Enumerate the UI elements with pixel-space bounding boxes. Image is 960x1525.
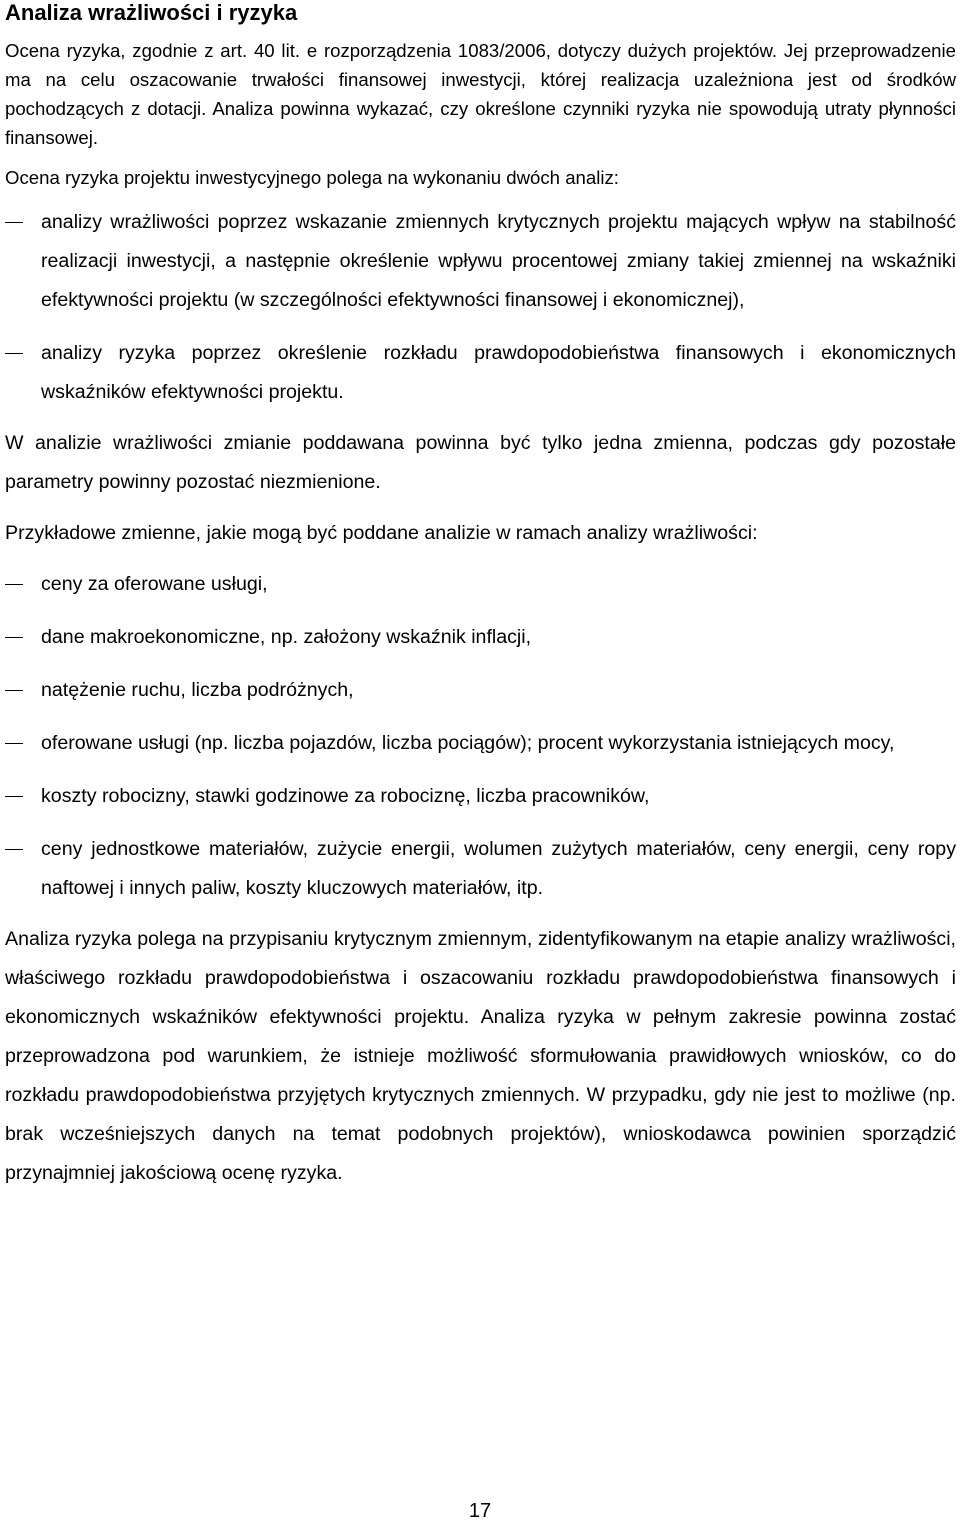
list-item-text: natężenie ruchu, liczba podróżnych, [41,679,354,701]
list-item-text: koszty robocizny, stawki godzinowe za robociznę, liczba pracowników, [41,785,650,807]
dash-bullet-icon [5,743,23,744]
dash-bullet-icon [5,690,23,691]
variables-list [5,565,956,908]
list-item [5,830,956,908]
dash-bullet-icon [5,637,23,638]
analyses-list [5,203,956,412]
section-title: Analiza wrażliwości i ryzyka [5,0,298,25]
dash-bullet-icon [5,796,23,797]
variables-intro-paragraph: Przykładowe zmienne, jakie mogą być poddane analizie w ramach analizy wrażliwości: [5,522,758,544]
list-item [5,777,956,816]
dash-bullet-icon [5,849,23,850]
list-item [5,334,956,412]
list-item-text: dane makroekonomiczne, np. założony wskaźnik inflacji, [41,626,532,648]
list-item-text: analizy ryzyka poprzez określenie rozkładu prawdopodobieństwa finansowych i ekonomicznych wskaźników efektywności projektu. [41,342,956,403]
list-item-text: ceny jednostkowe materiałów, zużycie energii, wolumen zużytych materiałów, ceny energii, ceny ropy naftowej i innych paliw, koszty kluczowych materiałów, itp. [41,838,956,899]
list-item-text: analizy wrażliwości poprzez wskazanie zmiennych krytycznych projektu mających wpływ na stabilność realizacji inwestycji, a następnie określenie wpływu procentowej zmiany takiej zmiennej na wskaźniki efektywności projektu (w szczególności efektywności finansowej i ekonomicznej), [41,211,956,311]
document-page [5,0,956,1193]
list-item [5,565,956,604]
list-item [5,618,956,657]
list-item-text: ceny za oferowane usługi, [41,573,268,595]
list-item-text: oferowane usługi (np. liczba pojazdów, liczba pociągów); procent wykorzystania istniejących mocy, [41,732,895,754]
list-item [5,671,956,710]
page-number: 17 [468,1500,492,1522]
list-item [5,724,956,763]
dash-bullet-icon [5,584,23,585]
analyses-intro-paragraph: Ocena ryzyka projektu inwestycyjnego polega na wykonaniu dwóch analiz: [5,167,619,188]
risk-analysis-paragraph: Analiza ryzyka polega na przypisaniu krytycznym zmiennym, zidentyfikowanym na etapie analizy wrażliwości, właściwego rozkładu prawdopodobieństwa i oszacowaniu rozkładu prawdopodobieństwa finansowych i ekonomicznych wskaźników efektywności projektu. Analiza ryzyka w pełnym zakresie powinna zostać przeprowadzona pod warunkiem, że istnieje możliwość sformułowania prawidłowych wniosków, co do rozkładu prawdopodobieństwa przyjętych krytycznych zmiennych. W przypadku, gdy nie jest to możliwe (np. brak wcześniejszych danych na temat podobnych projektów), wnioskodawca powinien sporządzić przynajmniej jakościową ocenę ryzyka. [5,928,956,1184]
dash-bullet-icon [5,222,23,223]
list-item [5,203,956,320]
dash-bullet-icon [5,353,23,354]
sensitivity-paragraph: W analizie wrażliwości zmianie poddawana powinna być tylko jedna zmienna, podczas gdy pozostałe parametry powinny pozostać niezmienione. [5,432,956,493]
intro-paragraph: Ocena ryzyka, zgodnie z art. 40 lit. e rozporządzenia 1083/2006, dotyczy dużych projektów. Jej przeprowadzenie ma na celu oszacowanie trwałości finansowej inwestycji, której realizacja uzależniona jest od środków pochodzących z dotacji. Analiza powinna wykazać, czy określone czynniki ryzyka nie spowodują utraty płynności finansowej. [5,40,956,148]
